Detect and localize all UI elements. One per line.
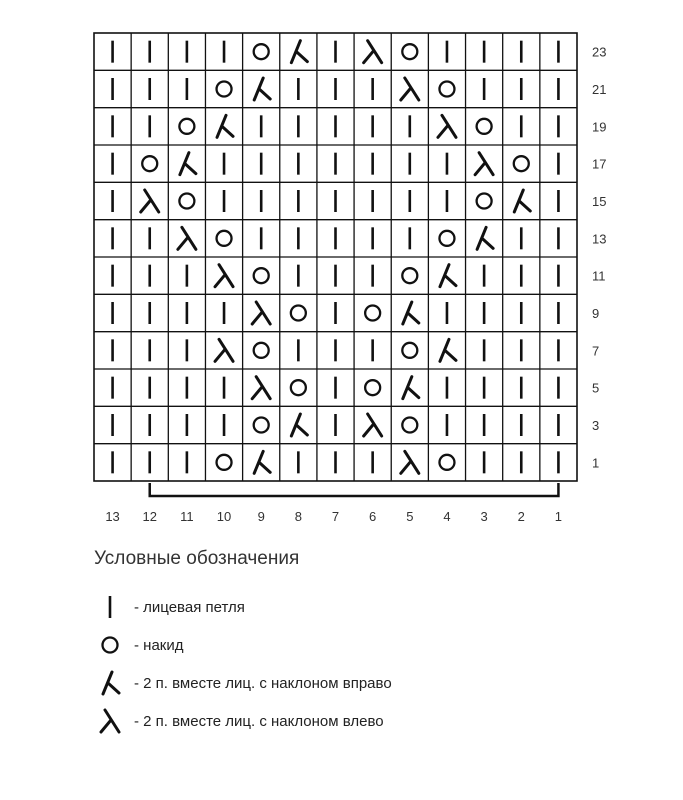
- chart-cell-k2tog-left: [141, 190, 159, 212]
- legend-text-k2tog-right: - 2 п. вместе лиц. с наклоном вправо: [134, 674, 392, 692]
- chart-cell-yarn-over: [142, 156, 157, 171]
- chart-cell-yarn-over: [402, 44, 417, 59]
- chart-cell-k2tog-left: [215, 265, 233, 287]
- chart-cell-yarn-over: [217, 231, 232, 246]
- legend-item-yarn-over: [94, 630, 183, 660]
- chart-cell-k2tog-right: [180, 153, 196, 175]
- chart-cell-k2tog-right: [291, 414, 307, 436]
- chart-cell-yarn-over: [365, 306, 380, 321]
- column-label: 8: [294, 509, 302, 524]
- row-label: 11: [592, 268, 606, 284]
- chart-cell-k2tog-left: [364, 41, 382, 63]
- row-label: 19: [592, 119, 607, 135]
- row-label: 3: [592, 418, 600, 433]
- column-label: 1: [554, 509, 563, 524]
- chart-cell-k2tog-right: [440, 265, 456, 287]
- k2tog-right-icon: [94, 668, 134, 698]
- chart-grid: [94, 33, 577, 481]
- column-label: 5: [406, 509, 414, 524]
- chart-cell-yarn-over: [439, 82, 454, 97]
- chart-cell-yarn-over: [365, 380, 380, 395]
- chart-cell-yarn-over: [402, 418, 417, 433]
- chart-cell-k2tog-right: [254, 451, 270, 473]
- knit-stitch-icon: [94, 592, 134, 622]
- row-label: 5: [592, 380, 600, 396]
- column-label: 11: [180, 509, 194, 524]
- yarn-over-icon: [94, 630, 134, 660]
- legend-item-k2tog-left: [94, 706, 384, 736]
- column-label: 3: [480, 509, 488, 524]
- chart-cell-k2tog-right: [403, 377, 419, 399]
- row-label: 1: [592, 455, 600, 471]
- chart-cell-k2tog-left: [178, 227, 196, 249]
- chart-cell-k2tog-right: [254, 78, 270, 100]
- row-label: 9: [592, 306, 600, 321]
- chart-cell-yarn-over: [254, 343, 269, 358]
- chart-cell-yarn-over: [477, 194, 492, 209]
- legend-text-k2tog-left: - 2 п. вместе лиц. с наклоном влево: [134, 712, 384, 730]
- chart-cell-k2tog-right: [217, 115, 233, 137]
- row-labels: [592, 45, 606, 471]
- legend-text-knit: - лицевая петля: [134, 598, 245, 616]
- column-labels: [105, 509, 562, 524]
- row-label: 23: [592, 44, 607, 60]
- column-label: 2: [517, 509, 525, 524]
- chart-cell-k2tog-right: [477, 227, 493, 249]
- row-label: 17: [592, 156, 607, 172]
- chart-cell-yarn-over: [291, 380, 306, 395]
- chart-cell-yarn-over: [217, 455, 232, 470]
- row-label: 15: [592, 194, 607, 209]
- chart-cell-yarn-over: [477, 119, 492, 134]
- row-label: 21: [592, 82, 607, 97]
- legend-text-yarn-over: - накид: [134, 636, 184, 654]
- legend-item-knit: [94, 592, 245, 622]
- column-label: 13: [105, 509, 120, 524]
- chart-cell-yarn-over: [254, 418, 269, 433]
- repeat-bracket: [150, 483, 559, 496]
- column-label: 12: [142, 509, 157, 524]
- chart-cell-k2tog-left: [364, 414, 382, 436]
- chart-cell-k2tog-right: [514, 190, 530, 212]
- chart-cell-k2tog-left: [252, 377, 270, 399]
- chart-cell-k2tog-left: [215, 339, 233, 361]
- chart-cell-yarn-over: [402, 343, 417, 358]
- chart-cell-yarn-over: [254, 268, 269, 283]
- row-label: 7: [592, 343, 600, 359]
- chart-cell-yarn-over: [179, 119, 194, 134]
- column-label: 7: [331, 509, 340, 524]
- chart-cell-yarn-over: [217, 82, 232, 97]
- chart-cell-yarn-over: [179, 194, 194, 209]
- chart-cell-k2tog-right: [440, 339, 456, 361]
- column-label: 6: [369, 509, 377, 524]
- chart-cell-yarn-over: [291, 306, 306, 321]
- chart-cell-k2tog-left: [438, 115, 456, 137]
- chart-cell-k2tog-left: [252, 302, 270, 324]
- chart-cell-k2tog-left: [475, 153, 493, 175]
- legend-item-k2tog-right: [94, 668, 392, 698]
- chart-cell-k2tog-left: [401, 451, 419, 473]
- column-label: 4: [443, 509, 451, 524]
- chart-cell-yarn-over: [402, 268, 417, 283]
- chart-cell-yarn-over: [439, 231, 454, 246]
- row-label: 13: [592, 231, 607, 247]
- chart-cell-k2tog-left: [401, 78, 419, 100]
- chart-cell-yarn-over: [439, 455, 454, 470]
- chart-cell-yarn-over: [254, 44, 269, 59]
- chart-cell-k2tog-right: [403, 302, 419, 324]
- column-label: 9: [257, 509, 265, 524]
- legend-title: Условные обозначения: [94, 548, 300, 569]
- column-label: 10: [216, 509, 232, 524]
- chart-cell-yarn-over: [514, 156, 529, 171]
- chart-cell-k2tog-right: [291, 41, 307, 63]
- k2tog-left-icon: [94, 706, 134, 736]
